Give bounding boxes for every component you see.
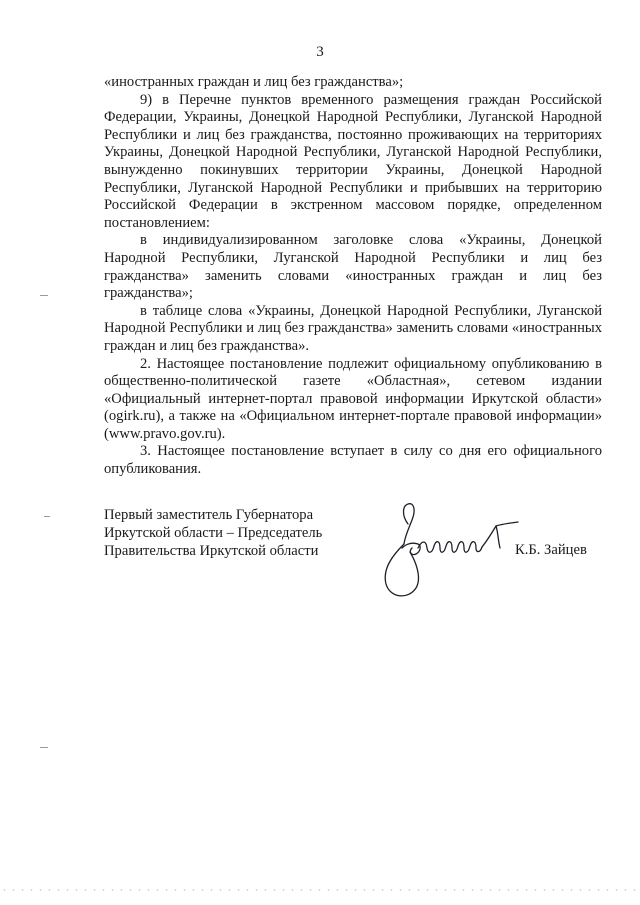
scan-margin-mark xyxy=(40,747,48,748)
scan-margin-mark xyxy=(44,516,50,517)
paragraph: 3. Настоящее постановление вступает в силу со дня его официального опубликования. xyxy=(104,443,602,478)
page-number: 3 xyxy=(316,44,324,60)
paragraph: «иностранных граждан и лиц без гражданства»; xyxy=(104,74,404,90)
paragraph: 2. Настоящее постановление подлежит официальному опубликованию в общественно-политической газете «Областная», сетевом издании «Официальный интернет-портал правовой информации Иркутской области» (ogirk.ru), а также на «Официальном интернет-портале правовой информации» (www.pravo.gov.ru). xyxy=(104,355,602,442)
paragraph: в таблице слова «Украины, Донецкой Народной Республики, Луганской Народной Республики и лиц без гражданства» заменить словами «иностранных граждан и лиц без гражданства». xyxy=(104,302,602,354)
position-line: Первый заместитель Губернатора xyxy=(104,507,314,523)
signatory-position xyxy=(104,506,364,560)
paragraph: в индивидуализированном заголовке слова «Украины, Донецкой Народной Республики, Луганской Народной Республики и лиц без гражданства» заменить словами «иностранных граждан и лиц без гражданства»; xyxy=(104,232,602,302)
document-body xyxy=(104,74,602,479)
signer-name: К.Б. Зайцев xyxy=(515,542,587,558)
position-line: Правительства Иркутской области xyxy=(104,543,319,559)
scan-dotted-edge xyxy=(0,889,640,891)
position-line: Иркутской области – Председатель xyxy=(104,525,323,541)
paragraph: 9) в Перечне пунктов временного размещения граждан Российской Федерации, Украины, Донецкой Народной Республики, Луганской Народной Республики и лиц без гражданства, постоянно проживающих на территориях Украины, Донецкой Народной Республики, Луганской Народной Республики, вынужденно покинувших территории Украины, Донецкой Народной Республики, Луганской Народной Республики и прибывших на территорию Российской Федерации в экстренном массовом порядке, определенном постановлением: xyxy=(104,91,602,231)
scan-margin-mark xyxy=(40,295,48,296)
handwritten-signature xyxy=(372,496,522,606)
